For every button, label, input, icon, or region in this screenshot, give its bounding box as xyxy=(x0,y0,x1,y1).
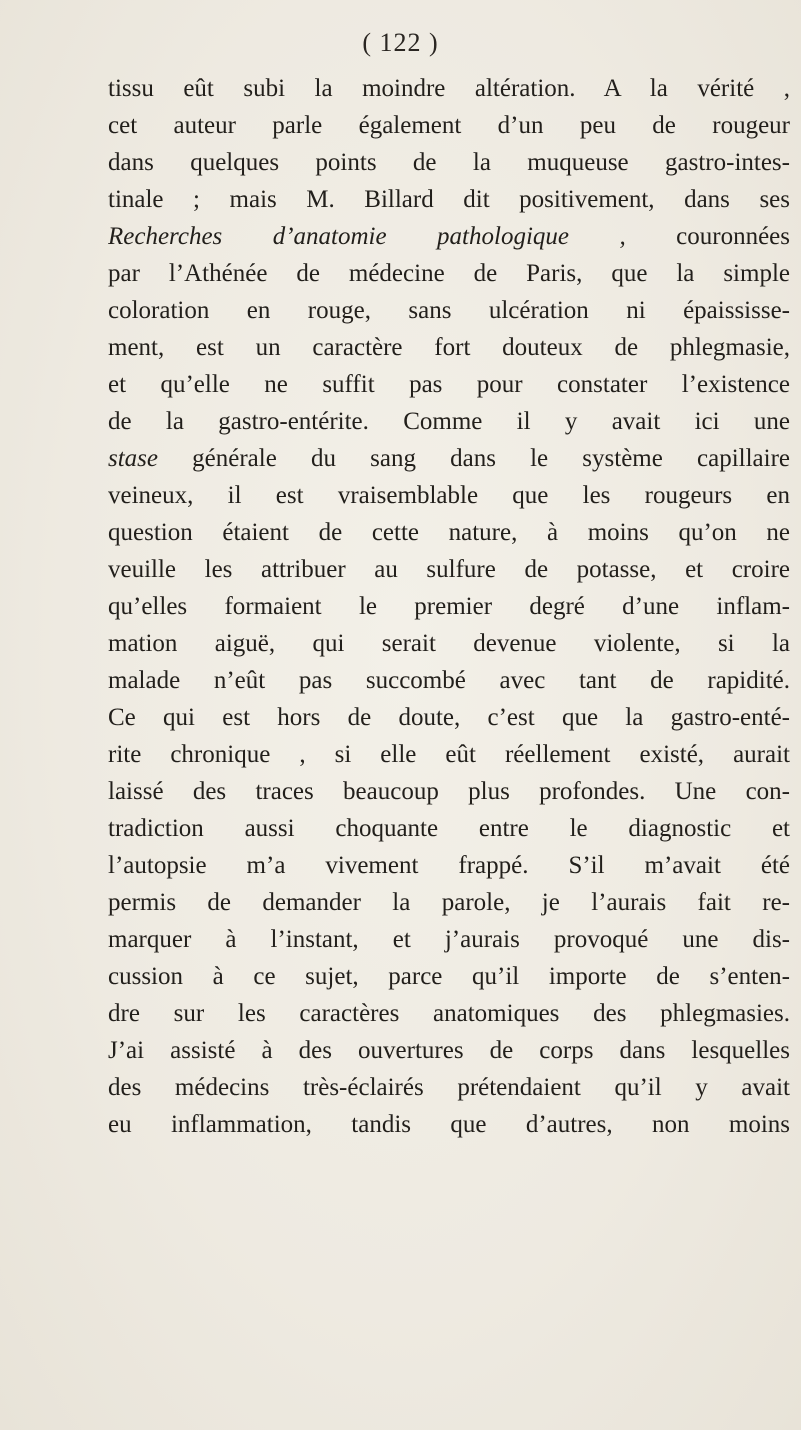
text-segment: permis de demander la parole, je l’aurais fait re- xyxy=(108,889,790,916)
text-line xyxy=(108,1032,790,1069)
text-line xyxy=(108,366,790,403)
text-segment: par l’Athénée de médecine de Paris, que la simple xyxy=(108,260,790,287)
text-segment: dans quelques points de la muqueuse gastro-intes- xyxy=(108,149,790,176)
text-line xyxy=(108,255,790,292)
text-line xyxy=(108,625,790,662)
text-segment: rite chronique , si elle eût réellement existé, aurait xyxy=(108,741,790,768)
body-text xyxy=(108,70,790,1143)
text-segment: l’autopsie m’a vivement frappé. S’il m’avait été xyxy=(108,852,790,879)
text-segment: mation aiguë, qui serait devenue violente, si la xyxy=(108,630,790,657)
text-line xyxy=(108,699,790,736)
text-line xyxy=(108,588,790,625)
text-segment: marquer à l’instant, et j’aurais provoqué une dis- xyxy=(108,926,790,953)
text-line xyxy=(108,107,790,144)
italic-text: Recherches d’anatomie pathologique , xyxy=(108,223,626,250)
text-segment: cussion à ce sujet, parce qu’il importe de s’enten- xyxy=(108,963,790,990)
text-line xyxy=(108,921,790,958)
text-line xyxy=(108,884,790,921)
text-segment: couronnées xyxy=(625,223,790,250)
text-segment: de la gastro-entérite. Comme il y avait ici une xyxy=(108,408,790,435)
text-segment: ment, est un caractère fort douteux de phlegmasie, xyxy=(108,334,790,361)
text-segment: dre sur les caractères anatomiques des phlegmasies. xyxy=(108,1000,790,1027)
page-number: ( 122 ) xyxy=(362,28,439,57)
text-segment: et qu’elle ne suffit pas pour constater l’existence xyxy=(108,371,790,398)
text-line xyxy=(108,958,790,995)
text-line xyxy=(108,847,790,884)
text-line xyxy=(108,551,790,588)
text-segment: veineux, il est vraisemblable que les rougeurs en xyxy=(108,482,790,509)
text-line xyxy=(108,477,790,514)
text-segment: malade n’eût pas succombé avec tant de rapidité. xyxy=(108,667,790,694)
text-segment: laissé des traces beaucoup plus profondes. Une con- xyxy=(108,778,790,805)
text-line xyxy=(108,810,790,847)
text-segment: question étaient de cette nature, à moins qu’on ne xyxy=(108,519,790,546)
text-segment: générale du sang dans le système capillaire xyxy=(158,445,790,472)
text-line xyxy=(108,218,790,255)
text-line xyxy=(108,292,790,329)
text-segment: eu inflammation, tandis que d’autres, non moins xyxy=(108,1111,790,1138)
text-line xyxy=(108,181,790,218)
text-line xyxy=(108,514,790,551)
text-segment: J’ai assisté à des ouvertures de corps dans lesquelles xyxy=(108,1037,790,1064)
text-segment: Ce qui est hors de doute, c’est que la gastro-enté- xyxy=(108,704,790,731)
text-line xyxy=(108,70,790,107)
text-segment: tradiction aussi choquante entre le diagnostic et xyxy=(108,815,790,842)
text-segment: qu’elles formaient le premier degré d’une inflam- xyxy=(108,593,790,620)
text-line xyxy=(108,1069,790,1106)
text-line xyxy=(108,662,790,699)
italic-text: stase xyxy=(108,445,158,472)
text-line xyxy=(108,773,790,810)
text-line xyxy=(108,736,790,773)
text-segment: coloration en rouge, sans ulcération ni épaississe- xyxy=(108,297,790,324)
text-line xyxy=(108,440,790,477)
text-line xyxy=(108,144,790,181)
text-segment: cet auteur parle également d’un peu de rougeur xyxy=(108,112,790,139)
text-segment: tissu eût subi la moindre altération. A la vérité , xyxy=(108,75,790,102)
text-line xyxy=(108,329,790,366)
text-line xyxy=(108,1106,790,1143)
text-segment: veuille les attribuer au sulfure de potasse, et croire xyxy=(108,556,790,583)
text-line xyxy=(108,403,790,440)
text-segment: des médecins très-éclairés prétendaient qu’il y avait xyxy=(108,1074,790,1101)
text-segment: tinale ; mais M. Billard dit positivement, dans ses xyxy=(108,186,790,213)
text-line xyxy=(108,995,790,1032)
